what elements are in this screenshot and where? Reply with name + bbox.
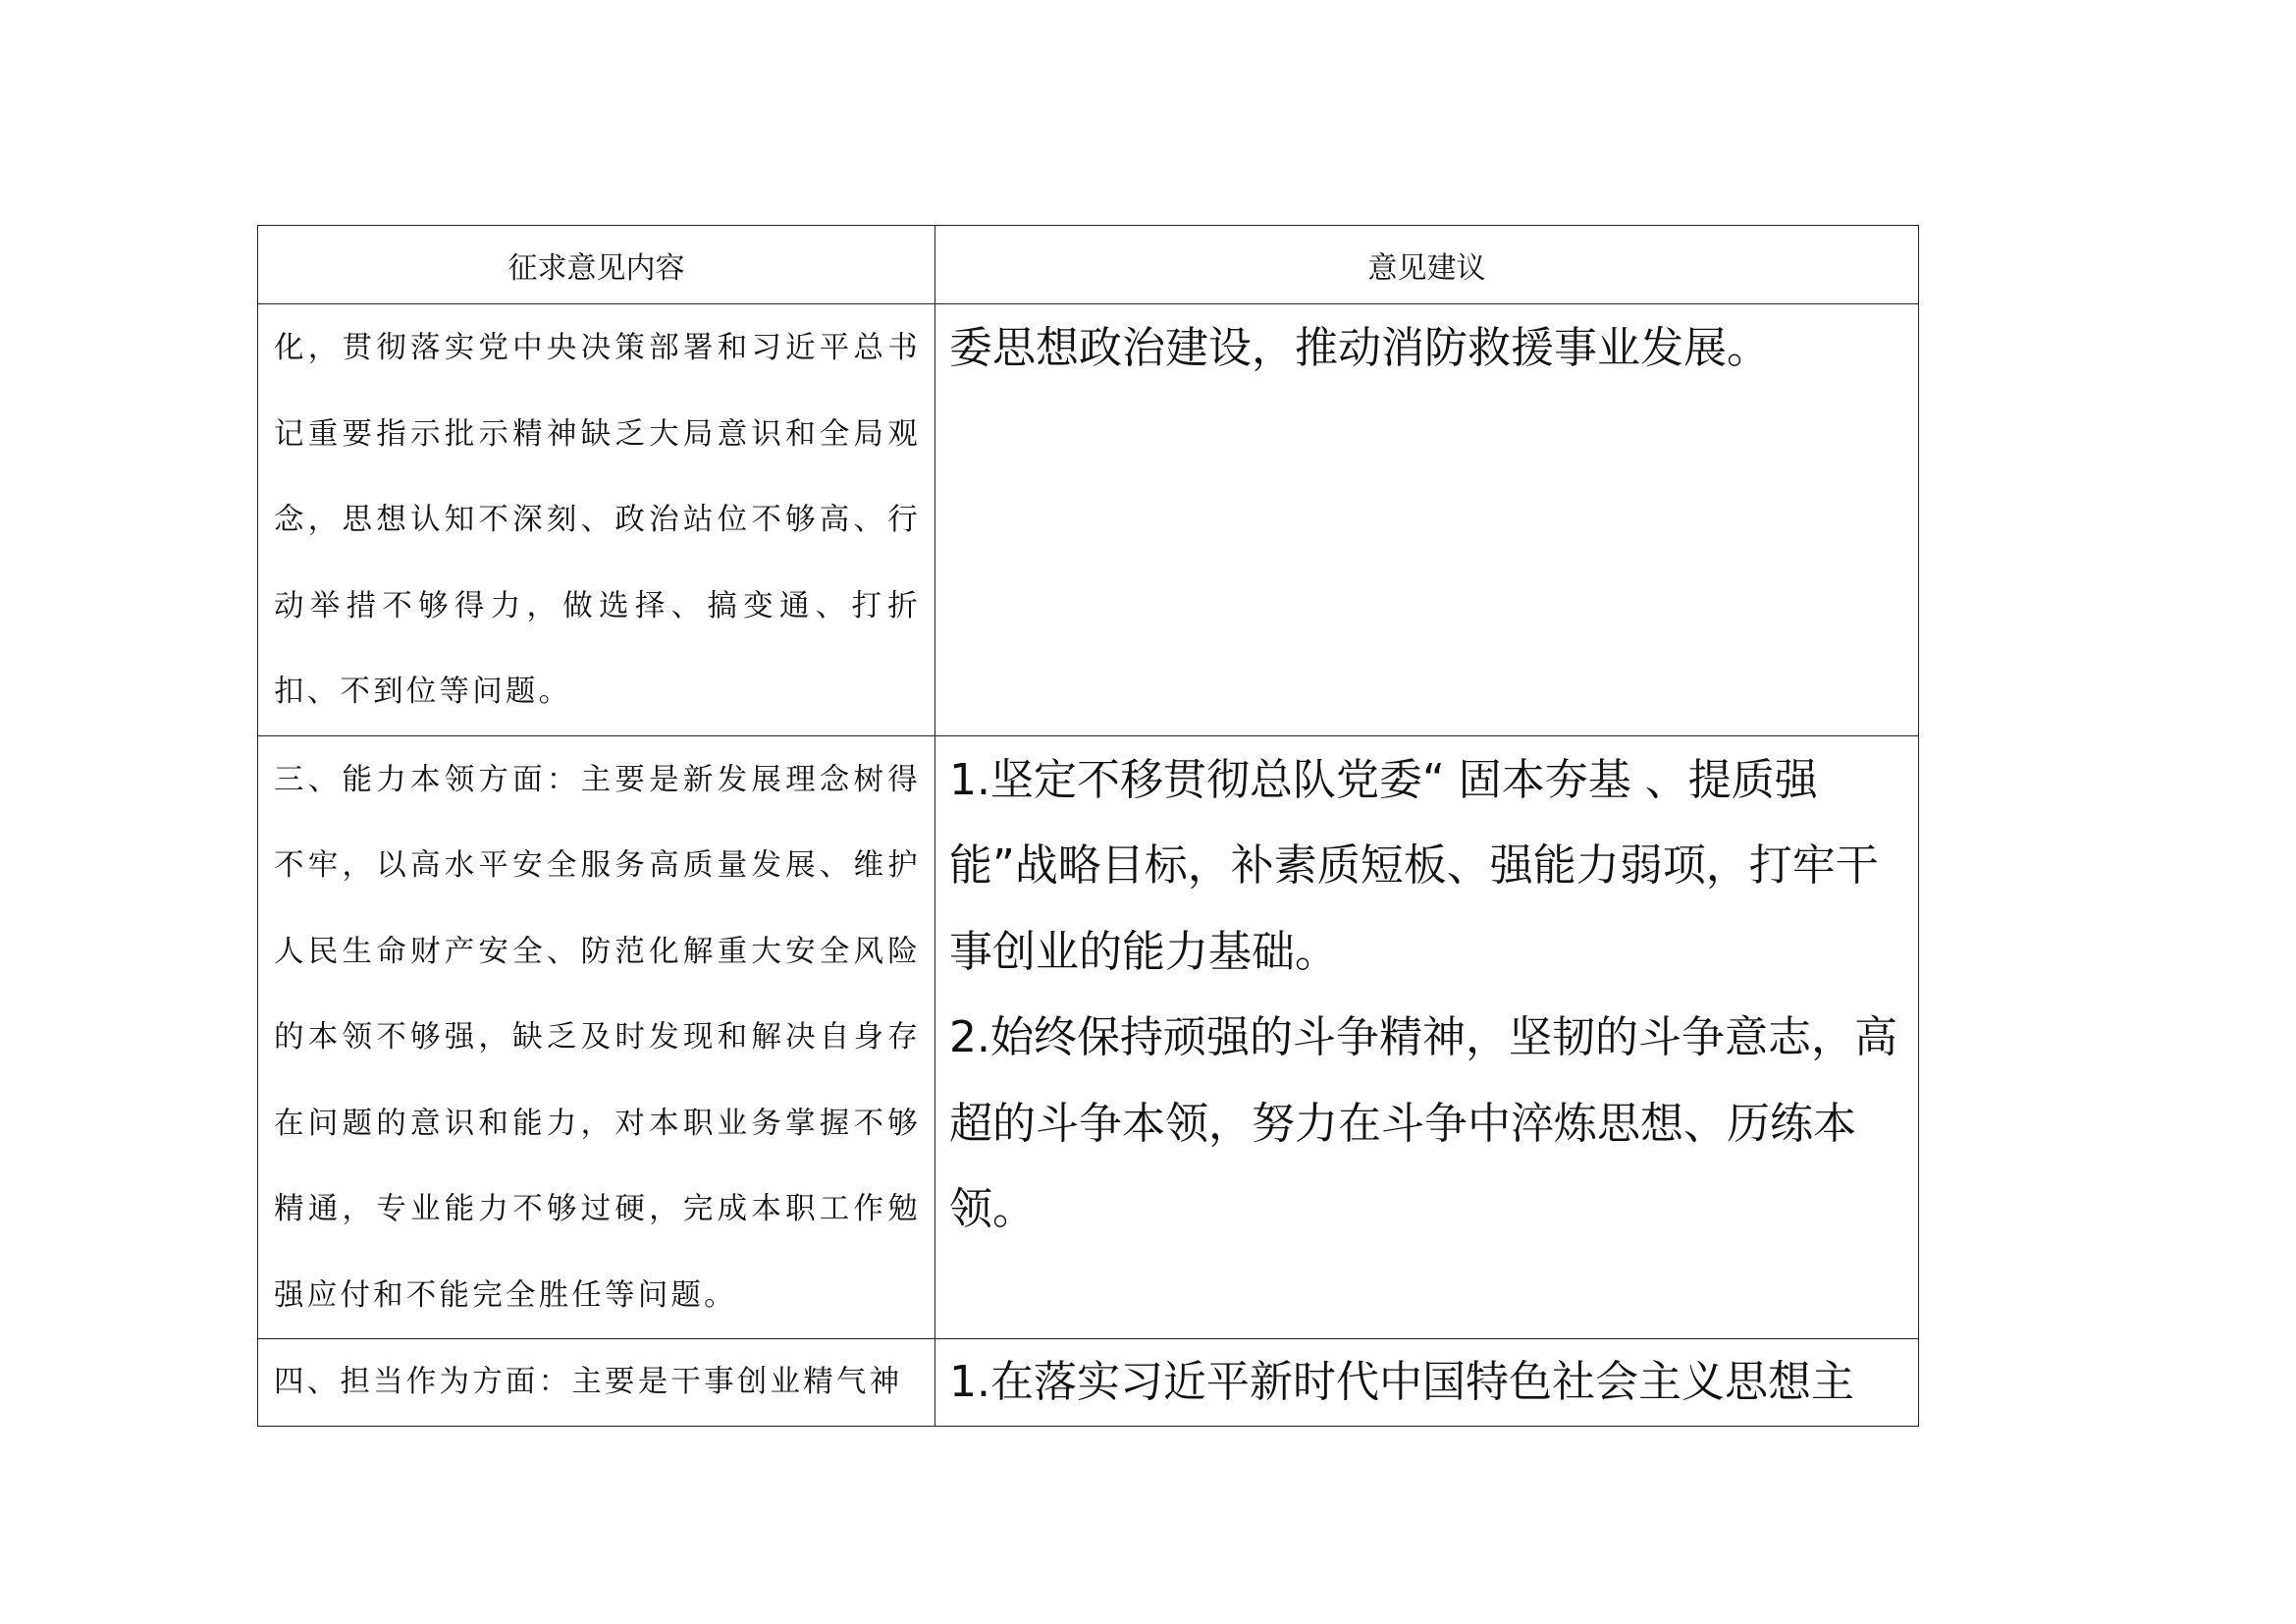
table-header-row	[258, 226, 1919, 304]
suggestion-paragraph: 1.坚定不移贯彻总队党委“ 固本夯基 、提质强能”战略目标，补素质短板、强能力弱项，打牢干事创业的能力基础。	[949, 754, 1879, 977]
table-row	[258, 1339, 1919, 1427]
opinion-cell	[258, 304, 935, 736]
suggestion-paragraph: 2.始终保持顽强的斗争精神，坚韧的斗争意志，高超的斗争本领，努力在斗争中淬炼思想、历练本领。	[949, 1012, 1897, 1234]
suggestion-text	[935, 304, 1918, 392]
suggestion-cell	[935, 735, 1919, 1339]
opinion-text: 三、能力本领方面：主要是新发展理念树得不牢，以高水平安全服务高质量发展、维护人民生命财产安全、防范化解重大安全风险的本领不够强，缺乏及时发现和解决自身存在问题的意识和能力，对本职业务掌握不够精通，专业能力不够过硬，完成本职工作勉强应付和不能完全胜任等问题。	[274, 762, 921, 1313]
table-row	[258, 735, 1919, 1339]
suggestion-text	[935, 736, 1918, 1253]
opinion-cell	[258, 1339, 935, 1427]
opinion-text: 四、担当作为方面：主要是干事创业精气神	[274, 1365, 903, 1399]
suggestion-paragraph: 委思想政治建设，推动消防救援事业发展。	[949, 323, 1770, 373]
suggestion-paragraph: 1.在落实习近平新时代中国特色社会主义思想主	[949, 1357, 1854, 1407]
header-suggestions: 意见建议	[935, 226, 1919, 304]
header-opinion-content: 征求意见内容	[258, 226, 935, 304]
opinion-cell	[258, 735, 935, 1339]
suggestion-text	[935, 1339, 1918, 1426]
opinion-text: 化，贯彻落实党中央决策部署和习近平总书记重要指示批示精神缺乏大局意识和全局观念，思想认知不深刻、政治站位不够高、行动举措不够得力，做选择、搞变通、打折扣、不到位等问题。	[274, 331, 921, 709]
table-row	[258, 304, 1919, 736]
suggestion-cell	[935, 1339, 1919, 1427]
opinion-table	[257, 225, 1919, 1427]
suggestion-cell	[935, 304, 1919, 736]
